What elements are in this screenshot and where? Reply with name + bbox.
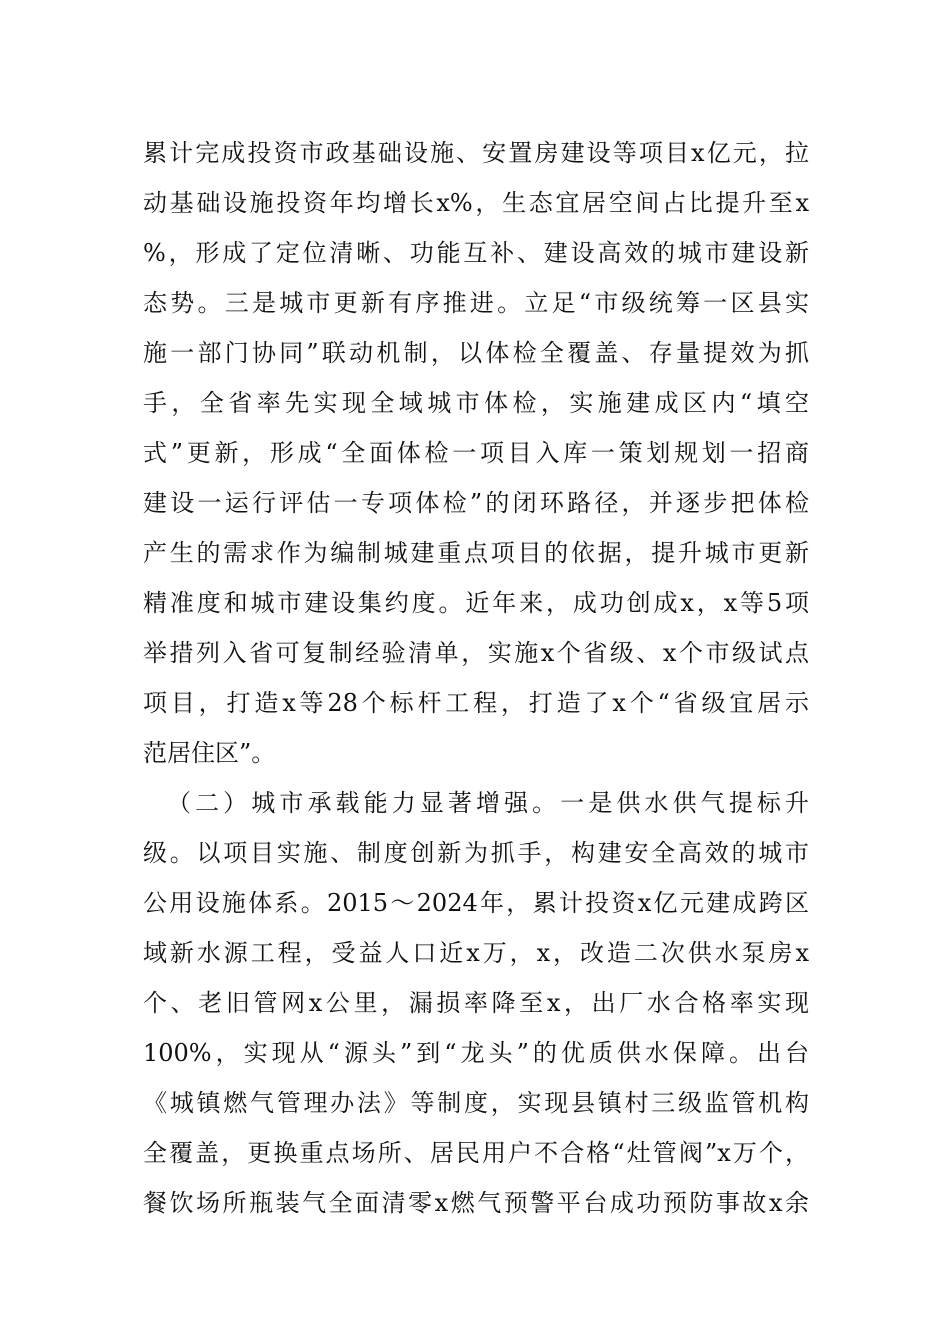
text-line: 精准度和城市建设集约度。近年来，成功创成x，x等5项: [143, 589, 809, 617]
text-line: 建设一运行评估一专项体检”的闭环路径，并逐步把体检: [143, 489, 809, 517]
text-line: 范居住区”。: [143, 739, 276, 767]
text-line: 产生的需求作为编制城建重点项目的依据，提升城市更新: [143, 539, 809, 567]
text-line: 式”更新，形成“全面体检一项目入库一策划规划一招商: [143, 439, 809, 467]
paragraph: [143, 778, 809, 1228]
section-heading-line: （二）城市承载能力显著增强。一是供水供气提标升: [167, 789, 809, 817]
text-line: 态势。三是城市更新有序推进。立足“市级统筹一区县实: [143, 289, 809, 317]
text-line: 级。以项目实施、制度创新为抓手，构建安全高效的城市: [143, 839, 809, 867]
text-line: 全覆盖，更换重点场所、居民用户不合格“灶管阀”x万个，: [143, 1139, 809, 1167]
text-line: 施一部门协同”联动机制，以体检全覆盖、存量提效为抓: [143, 339, 809, 367]
text-line: 《城镇燃气管理办法》等制度，实现县镇村三级监管机构: [143, 1089, 809, 1117]
text-line: 累计完成投资市政基础设施、安置房建设等项目x亿元，拉: [143, 139, 809, 167]
text-line: 公用设施体系。2015～2024年，累计投资x亿元建成跨区: [143, 889, 809, 917]
text-line: 动基础设施投资年均增长x%，生态宜居空间占比提升至x: [143, 189, 809, 217]
paragraph: [143, 128, 809, 778]
text-line: 餐饮场所瓶装气全面清零x燃气预警平台成功预防事故x余: [143, 1189, 809, 1217]
text-line: 个、老旧管网x公里，漏损率降至x，出厂水合格率实现: [143, 989, 809, 1017]
text-line: 举措列入省可复制经验清单，实施x个省级、x个市级试点: [143, 639, 809, 667]
text-line: 100%，实现从“源头”到“龙头”的优质供水保障。出台: [143, 1039, 809, 1067]
document-page: [143, 128, 809, 1228]
text-line: 手，全省率先实现全域城市体检，实施建成区内“填空: [143, 389, 809, 417]
text-line: 域新水源工程，受益人口近x万，x，改造二次供水泵房x: [143, 939, 809, 967]
text-line: %，形成了定位清晰、功能互补、建设高效的城市建设新: [143, 239, 809, 267]
text-line: 项目，打造x等28个标杆工程，打造了x个“省级宜居示: [143, 689, 809, 717]
